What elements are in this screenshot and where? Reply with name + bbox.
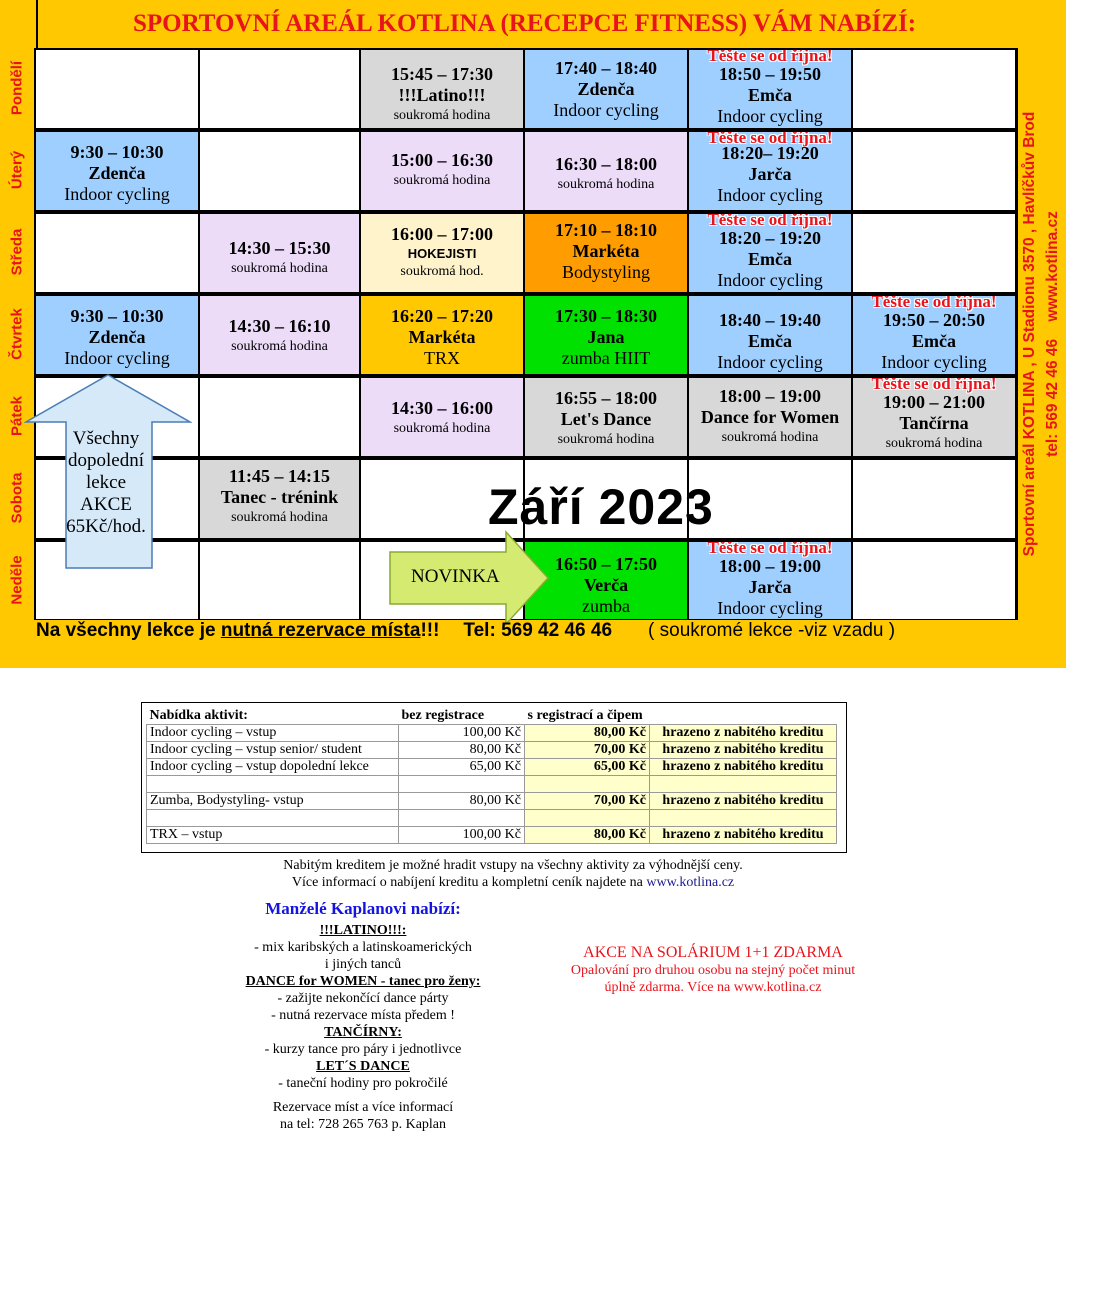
lesson-time: 11:45 – 14:15 (229, 466, 330, 486)
day-label-text: Pondělí (8, 60, 26, 116)
lesson-time: 17:10 – 18:10 (555, 220, 657, 240)
table-cell: Zumba, Bodystyling- vstup (147, 793, 399, 810)
table-cell: Indoor cycling – vstup (147, 725, 399, 742)
lesson-note: soukromá hodina (393, 421, 491, 436)
table-cell: 65,00 Kč (399, 759, 525, 776)
day-label-text: Úterý (8, 150, 26, 190)
promo-line: lekce (85, 472, 127, 493)
coming-soon-banner: Těšte se od října! (707, 542, 833, 557)
lesson-instructor: Jana (587, 327, 625, 347)
offer-title: LET´S DANCE (316, 1059, 410, 1074)
day-label-text: Pátek (8, 395, 26, 437)
schedule-cell (853, 214, 1015, 292)
promo-line: Všechny (72, 428, 140, 449)
kaplan-offer (230, 898, 496, 1133)
lesson-note: soukromá hod. (400, 264, 484, 279)
lesson-type: Indoor cycling (64, 184, 170, 204)
schedule-cell-cycling (525, 50, 687, 128)
schedule-cell (853, 542, 1015, 619)
day-label-tuesday (0, 130, 34, 210)
table-cell (399, 776, 525, 793)
footer-emphasis: nutná rezervace místa (220, 620, 421, 641)
lesson-type: Bodystyling (561, 262, 650, 282)
lesson-time: 16:50 – 17:50 (555, 554, 657, 574)
table-cell (147, 810, 399, 827)
website-link[interactable]: www.kotlina.cz (646, 875, 735, 890)
solarium-heading: AKCE NA SOLÁRIUM 1+1 ZDARMA (583, 944, 843, 961)
credit-info-text: Více informací o nabíjení kreditu a kompletní ceník najdete na (291, 875, 647, 890)
lesson-time: 18:50 – 19:50 (719, 64, 821, 84)
table-cell (399, 810, 525, 827)
lesson-time: 9:30 – 10:30 (70, 306, 164, 326)
lesson-type: Indoor cycling (717, 598, 823, 618)
lesson-name: Dance for Women (700, 407, 840, 427)
table-row (147, 742, 837, 759)
day-label-text: Čtvrtek (8, 308, 26, 360)
table-cell (650, 776, 837, 793)
price-table (141, 702, 847, 853)
credit-info-line: Nabitým kreditem je možné hradit vstupy na všechny aktivity za výhodnější ceny. (283, 858, 743, 873)
table-header: bez registrace (401, 708, 485, 723)
lesson-type: Indoor cycling (717, 270, 823, 290)
offer-title: !!!LATINO!!!: (319, 923, 407, 938)
offer-text: - kurzy tance pro páry i jednotlivce (264, 1042, 462, 1057)
schedule-cell-cycling (689, 50, 851, 128)
page-title: SPORTOVNÍ AREÁL KOTLINA (RECEPCE FITNESS) VÁM NABÍZÍ: (36, 0, 1066, 48)
lesson-instructor: Markéta (408, 327, 476, 347)
lesson-note: soukromá hodina (721, 430, 819, 445)
lesson-name: Tanec - trénink (220, 487, 339, 507)
promo-line: 65Kč/hod. (66, 516, 146, 537)
offer-title: DANCE for WOMEN - tanec pro ženy: (245, 974, 481, 989)
lesson-time: 19:50 – 20:50 (883, 310, 985, 330)
coming-soon-banner: Těšte se od října! (871, 378, 997, 393)
coming-soon-banner: Těšte se od října! (707, 132, 833, 147)
table-row (147, 776, 837, 793)
kaplan-phone: na tel: 728 265 763 p. Kaplan (279, 1117, 447, 1132)
footer-text: Na všechny lekce je (36, 620, 221, 641)
solarium-promo (548, 943, 878, 996)
day-label-text: Sobota (8, 472, 26, 524)
lesson-instructor: Emča (748, 85, 792, 105)
table-row (147, 793, 837, 810)
footer-note: ( soukromé lekce -viz vzadu ) (648, 620, 896, 641)
schedule-cell-lets-dance (525, 378, 687, 456)
lesson-time: 14:30 – 16:00 (391, 398, 493, 418)
footer-phone: Tel: 569 42 46 46 (463, 620, 613, 641)
lesson-time: 9:30 – 10:30 (70, 142, 164, 162)
schedule-cell-bodystyling (525, 214, 687, 292)
table-row (147, 827, 837, 844)
lesson-instructor: Jarča (748, 577, 792, 597)
lesson-time: 18:40 – 19:40 (719, 310, 821, 330)
lesson-type: Indoor cycling (553, 100, 659, 120)
table-cell: hrazeno z nabitého kreditu (650, 759, 837, 776)
schedule-cell (853, 50, 1015, 128)
table-row (147, 810, 837, 827)
offer-text: i jiných tanců (324, 957, 402, 972)
schedule-cell-cycling (689, 132, 851, 210)
offer-text: - zažijte nekončící dance párty (277, 991, 449, 1006)
table-cell: 100,00 Kč (399, 827, 525, 844)
schedule-cell-private (200, 296, 359, 374)
table-cell: 80,00 Kč (399, 793, 525, 810)
contact-sidebar (1018, 48, 1064, 620)
lesson-time: 16:55 – 18:00 (555, 388, 657, 408)
lesson-time: 16:30 – 18:00 (555, 154, 657, 174)
schedule-cell-latino (361, 50, 523, 128)
lesson-type: Indoor cycling (717, 185, 823, 205)
lesson-instructor: Verča (583, 575, 629, 595)
schedule-cell (853, 132, 1015, 210)
lesson-note: soukromá hodina (885, 436, 983, 451)
schedule-cell (853, 460, 1015, 538)
lesson-note: soukromá hodina (557, 432, 655, 447)
schedule-cell-trx (361, 296, 523, 374)
lesson-name: Let's Dance (560, 409, 652, 429)
schedule-cell (200, 50, 359, 128)
table-cell (650, 810, 837, 827)
table-cell: 80,00 Kč (525, 827, 650, 844)
day-label-text: Středa (8, 228, 26, 276)
schedule-cell-tancirna (853, 378, 1015, 456)
lesson-time: 17:40 – 18:40 (555, 58, 657, 78)
lesson-note: soukromá hodina (231, 261, 328, 276)
lesson-instructor: Zdenča (577, 79, 635, 99)
table-cell: hrazeno z nabitého kreditu (650, 725, 837, 742)
kaplan-heading: Manželé Kaplanovi nabízí: (265, 899, 461, 918)
table-cell: 80,00 Kč (399, 742, 525, 759)
schedule-cell-private (525, 132, 687, 210)
table-cell: 65,00 Kč (525, 759, 650, 776)
coming-soon-banner: Těšte se od října! (707, 214, 833, 229)
offer-title: TANČÍRNY: (324, 1025, 402, 1040)
promo-line: AKCE (80, 494, 132, 515)
offer-text: - mix karibských a latinskoamerických (254, 940, 472, 955)
table-cell: 100,00 Kč (399, 725, 525, 742)
lesson-type: Indoor cycling (64, 348, 170, 368)
lesson-type: Indoor cycling (717, 106, 823, 126)
lesson-time: 14:30 – 15:30 (228, 238, 331, 258)
schedule-cell-cycling (689, 296, 851, 374)
promo-morning-lessons (58, 428, 154, 538)
footer-text: !!! (420, 620, 440, 641)
offer-text: - taneční hodiny pro pokročilé (278, 1076, 448, 1091)
coming-soon-banner: Těšte se od října! (871, 296, 997, 311)
lesson-type: Indoor cycling (717, 352, 823, 372)
table-cell (525, 776, 650, 793)
novinka-label: NOVINKA (411, 566, 500, 587)
lesson-name: !!!Latino!!! (398, 85, 486, 105)
schedule-cell (200, 378, 359, 456)
schedule-cell-private (361, 378, 523, 456)
solarium-text: úplně zdarma. Více na www.kotlina.cz (604, 980, 822, 995)
schedule-cell-cycling (36, 296, 198, 374)
lesson-note: soukromá hodina (393, 108, 491, 123)
table-cell: Indoor cycling – vstup dopolední lekce (147, 759, 399, 776)
schedule-cell (200, 542, 359, 619)
lesson-time: 15:45 – 17:30 (391, 64, 493, 84)
lesson-note: soukromá hodina (393, 173, 491, 188)
lesson-instructor: Markéta (572, 241, 640, 261)
contact-address: Sportovní areál KOTLINA , U Stadionu 3570 , Havlíčkův Brod (1021, 111, 1038, 557)
lesson-type: TRX (424, 348, 460, 368)
lesson-type: zumba (582, 596, 630, 616)
lesson-instructor: Emča (912, 331, 956, 351)
lesson-time: 16:20 – 17:20 (391, 306, 493, 326)
credit-info (0, 857, 1026, 891)
day-label-wednesday (0, 212, 34, 292)
day-label-monday (0, 48, 34, 128)
offer-text: Rezervace míst a více informací (272, 1100, 454, 1115)
table-cell: 70,00 Kč (525, 742, 650, 759)
schedule-cell-dance-women (689, 378, 851, 456)
contact-phone-web: tel: 569 42 46 46 www.kotlina.cz (1044, 211, 1061, 457)
table-cell (525, 810, 650, 827)
schedule-cell-private (200, 214, 359, 292)
reservation-footer (36, 620, 895, 642)
schedule-cell-cycling (689, 542, 851, 619)
table-cell: Indoor cycling – vstup senior/ student (147, 742, 399, 759)
lesson-type: Indoor cycling (881, 352, 987, 372)
lesson-time: 19:00 – 21:00 (883, 392, 985, 412)
table-cell (147, 776, 399, 793)
schedule-cell-cycling (853, 296, 1015, 374)
lesson-time: 18:00 – 19:00 (719, 556, 821, 576)
lesson-type: zumba HIIT (561, 348, 651, 368)
offer-text: - nutná rezervace místa předem ! (271, 1008, 455, 1023)
table-cell: TRX – vstup (147, 827, 399, 844)
schedule-cell-private (361, 132, 523, 210)
table-cell: hrazeno z nabitého kreditu (650, 827, 837, 844)
promo-line: dopolední (68, 450, 144, 471)
lesson-time: 16:00 – 17:00 (391, 224, 493, 244)
table-cell: 80,00 Kč (525, 725, 650, 742)
table-cell: hrazeno z nabitého kreditu (650, 793, 837, 810)
schedule-cell-hockey (361, 214, 523, 292)
lesson-time: 14:30 – 16:10 (228, 316, 331, 336)
schedule-cell-cycling (36, 132, 198, 210)
lesson-time: 18:00 – 19:00 (719, 386, 821, 406)
month-label: Září 2023 (488, 479, 714, 535)
schedule-cell (200, 132, 359, 210)
lesson-time: 17:30 – 18:30 (555, 306, 657, 326)
table-row (147, 725, 837, 742)
schedule-cell (36, 214, 198, 292)
lesson-time: 18:20– 19:20 (721, 143, 819, 163)
lesson-instructor: Emča (748, 249, 792, 269)
solarium-text: Opalování pro druhou osobu na stejný počet minut (570, 963, 856, 978)
lesson-instructor: Zdenča (88, 163, 146, 183)
day-label-thursday (0, 294, 34, 374)
lesson-note: soukromá hodina (231, 510, 328, 525)
lesson-note: soukromá hodina (231, 339, 328, 354)
table-row (147, 759, 837, 776)
credit-info-line (0, 874, 1026, 891)
table-cell: hrazeno z nabitého kreditu (650, 742, 837, 759)
table-cell: 70,00 Kč (525, 793, 650, 810)
lesson-name: HOKEJISTI (407, 246, 477, 261)
schedule-cell-dance-training (200, 460, 359, 538)
schedule-cell-cycling (689, 214, 851, 292)
lesson-note: soukromá hodina (557, 177, 655, 192)
table-header: Nabídka aktivit: (149, 708, 248, 723)
schedule-cell-zumba (525, 296, 687, 374)
table-header: s registrací a čipem (527, 708, 643, 723)
schedule-cell (36, 50, 198, 128)
lesson-time: 15:00 – 16:30 (391, 150, 493, 170)
lesson-instructor: Zdenča (88, 327, 146, 347)
lesson-instructor: Jarča (748, 164, 792, 184)
lesson-time: 18:20 – 19:20 (719, 228, 821, 248)
lesson-name: Tančírna (899, 413, 969, 433)
lesson-instructor: Emča (748, 331, 792, 351)
day-label-text: Neděle (8, 555, 26, 605)
coming-soon-banner: Těšte se od října! (707, 50, 833, 65)
